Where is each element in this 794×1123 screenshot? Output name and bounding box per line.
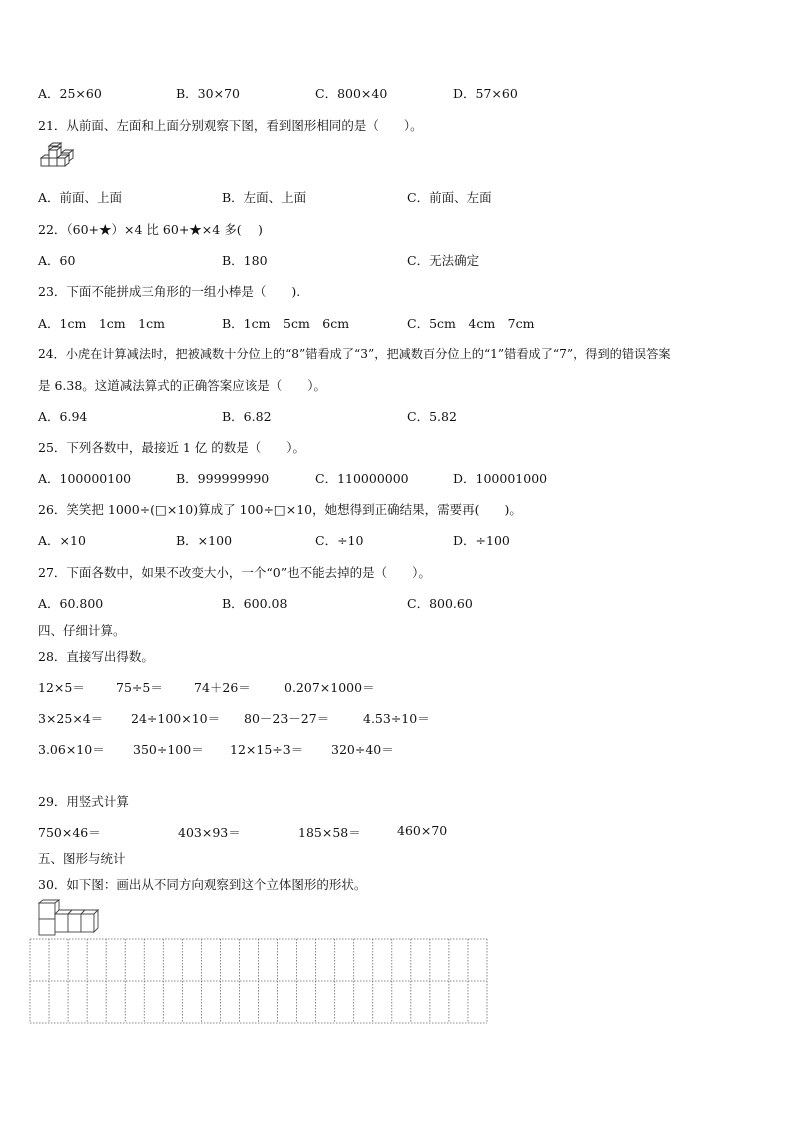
q28-r3-c2: 350÷100＝	[133, 742, 204, 757]
q23-text: 23．下面不能拼成三角形的一组小棒是（ ).	[38, 284, 301, 299]
q21-option-b[interactable]: B．左面、上面	[222, 190, 307, 205]
q28-r2-c2: 24÷100×10＝	[131, 711, 221, 726]
q21-text: 21．从前面、左面和上面分别观察下图，看到图形相同的是（ ）。	[38, 118, 423, 133]
q29-item-3: 185×58＝	[298, 825, 361, 840]
q23-option-c[interactable]: C．5cm 4cm 7cm	[407, 316, 535, 331]
q26-option-a[interactable]: A．×10	[38, 533, 86, 548]
q21-option-a[interactable]: A．前面、上面	[38, 190, 123, 205]
q25-text: 25．下列各数中，最接近 1 亿 的数是（ ）。	[38, 440, 306, 455]
q28-r2-c1: 3×25×4＝	[38, 711, 104, 726]
q30-drawing-grid[interactable]	[29, 938, 489, 1026]
q29-item-1: 750×46＝	[38, 825, 101, 840]
q28-r3-c4: 320÷40＝	[331, 742, 394, 757]
q25-option-d[interactable]: D．100001000	[453, 471, 548, 486]
q28-r1-c3: 74＋26＝	[194, 680, 251, 695]
q29-item-2: 403×93＝	[178, 825, 241, 840]
q22-option-b[interactable]: B．180	[222, 253, 268, 268]
q30-text: 30．如下图：画出从不同方向观察到这个立体图形的形状。	[38, 877, 367, 892]
q26-option-c[interactable]: C．÷10	[315, 533, 364, 548]
q26-text: 26．笑笑把 1000÷(□×10)算成了 100÷□×10，她想得到正确结果，需要再( )。	[38, 502, 522, 517]
q20-option-a[interactable]: A．25×60	[38, 86, 102, 101]
q24-text-line2: 是 6.38。这道减法算式的正确答案应该是（ ）。	[38, 378, 327, 393]
q22-option-c[interactable]: C．无法确定	[407, 253, 480, 268]
q21-option-c[interactable]: C．前面、左面	[407, 190, 492, 205]
section-5-heading: 五、图形与统计	[38, 851, 126, 866]
q20-option-b[interactable]: B．30×70	[176, 86, 240, 101]
q24-text-line1: 24．小虎在计算减法时，把被减数十分位上的“8”错看成了“3”，把减数百分位上的“1”错看成了“7”，得到的错误答案	[38, 347, 671, 361]
q28-r3-c3: 12×15÷3＝	[230, 742, 304, 757]
q23-option-a[interactable]: A．1cm 1cm 1cm	[38, 316, 165, 331]
q24-option-c[interactable]: C．5.82	[407, 409, 457, 424]
q27-option-a[interactable]: A．60.800	[38, 596, 104, 611]
q28-r1-c1: 12×5＝	[38, 680, 85, 695]
section-4-heading: 四、仔细计算。	[38, 623, 126, 638]
q20-option-d[interactable]: D．57×60	[453, 86, 518, 101]
q24-option-b[interactable]: B．6.82	[222, 409, 272, 424]
q22-option-a[interactable]: A．60	[38, 253, 76, 268]
q20-option-c[interactable]: C．800×40	[315, 86, 388, 101]
q24-option-a[interactable]: A．6.94	[38, 409, 88, 424]
q23-option-b[interactable]: B．1cm 5cm 6cm	[222, 316, 350, 331]
q28-r1-c4: 0.207×1000＝	[284, 680, 375, 695]
q21-cube-figure	[38, 141, 78, 173]
q28-text: 28．直接写出得数。	[38, 649, 154, 664]
q25-option-c[interactable]: C．110000000	[315, 471, 409, 486]
q27-option-c[interactable]: C．800.60	[407, 596, 473, 611]
q27-text: 27．下面各数中，如果不改变大小，一个“0”也不能去掉的是（ ）。	[38, 565, 431, 580]
q28-r2-c4: 4.53÷10＝	[363, 711, 430, 726]
q30-cube-figure	[38, 899, 100, 939]
q28-r3-c1: 3.06×10＝	[38, 742, 105, 757]
q29-item-4: 460×70	[397, 823, 448, 838]
q27-option-b[interactable]: B．600.08	[222, 596, 288, 611]
q28-r2-c3: 80－23－27＝	[244, 711, 330, 726]
q26-option-d[interactable]: D．÷100	[453, 533, 510, 548]
q22-text: 22．（60+★）×4 比 60+★×4 多( )	[38, 222, 263, 237]
q28-r1-c2: 75÷5＝	[116, 680, 163, 695]
q26-option-b[interactable]: B．×100	[176, 533, 233, 548]
q25-option-b[interactable]: B．999999990	[176, 471, 270, 486]
q29-text: 29．用竖式计算	[38, 794, 129, 809]
q25-option-a[interactable]: A．100000100	[38, 471, 132, 486]
